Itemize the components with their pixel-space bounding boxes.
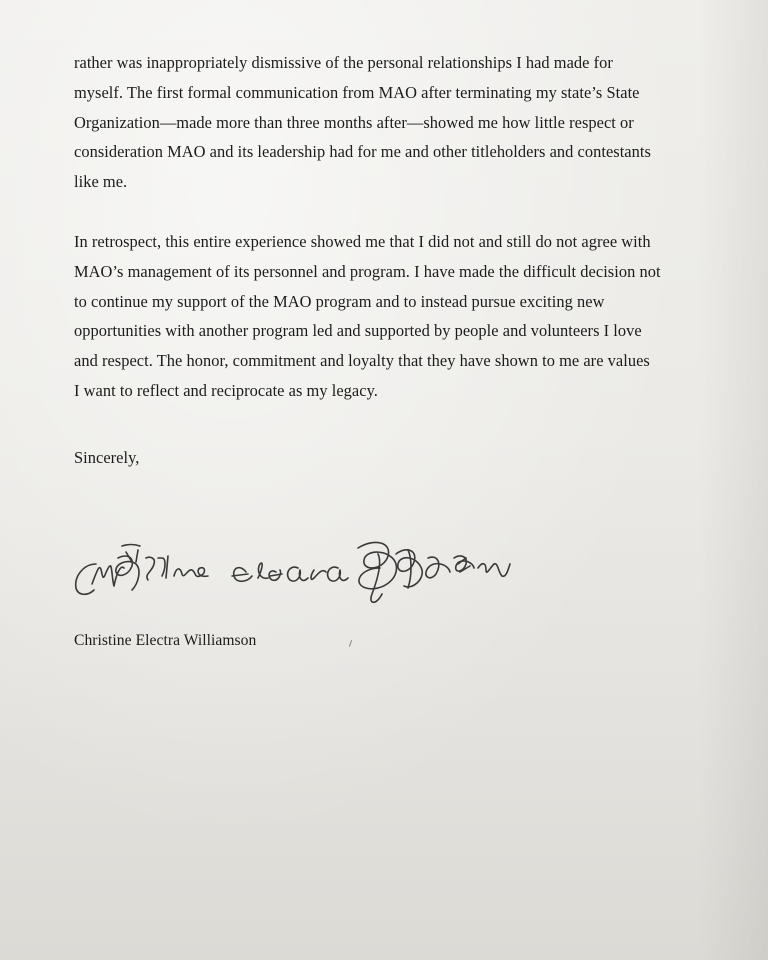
paragraph-2 [74,227,734,406]
paragraph-line: myself. The first formal communication from MAO after terminating my state’s State [74,82,640,102]
signed-name: Christine Electra Williamson [74,632,257,649]
paragraph-line: opportunities with another program led and supported by people and volunteers I love [74,321,642,341]
paragraph-line: to continue my support of the MAO program and to instead pursue exciting new [74,291,605,311]
paragraph-line: In retrospect, this entire experience showed me that I did not and still do not agree with [74,232,651,251]
paragraph-line: rather was inappropriately dismissive of the personal relationships I had made for [74,53,613,72]
paragraph-1 [74,48,734,197]
paragraph-line: MAO’s management of its personnel and program. I have made the difficult decision not [74,261,661,281]
paragraph-line: I want to reflect and reciprocate as my legacy. [74,380,378,400]
closing-salutation: Sincerely, [74,448,140,467]
paragraph-line: consideration MAO and its leadership had for me and other titleholders and contestants [74,142,651,162]
paragraph-line: and respect. The honor, commitment and loyalty that they have shown to me are values [74,351,650,371]
paragraph-line: Organization—made more than three months after—showed me how little respect or [74,112,634,132]
handwritten-signature [62,528,562,618]
paragraph-line: like me. [74,172,128,192]
